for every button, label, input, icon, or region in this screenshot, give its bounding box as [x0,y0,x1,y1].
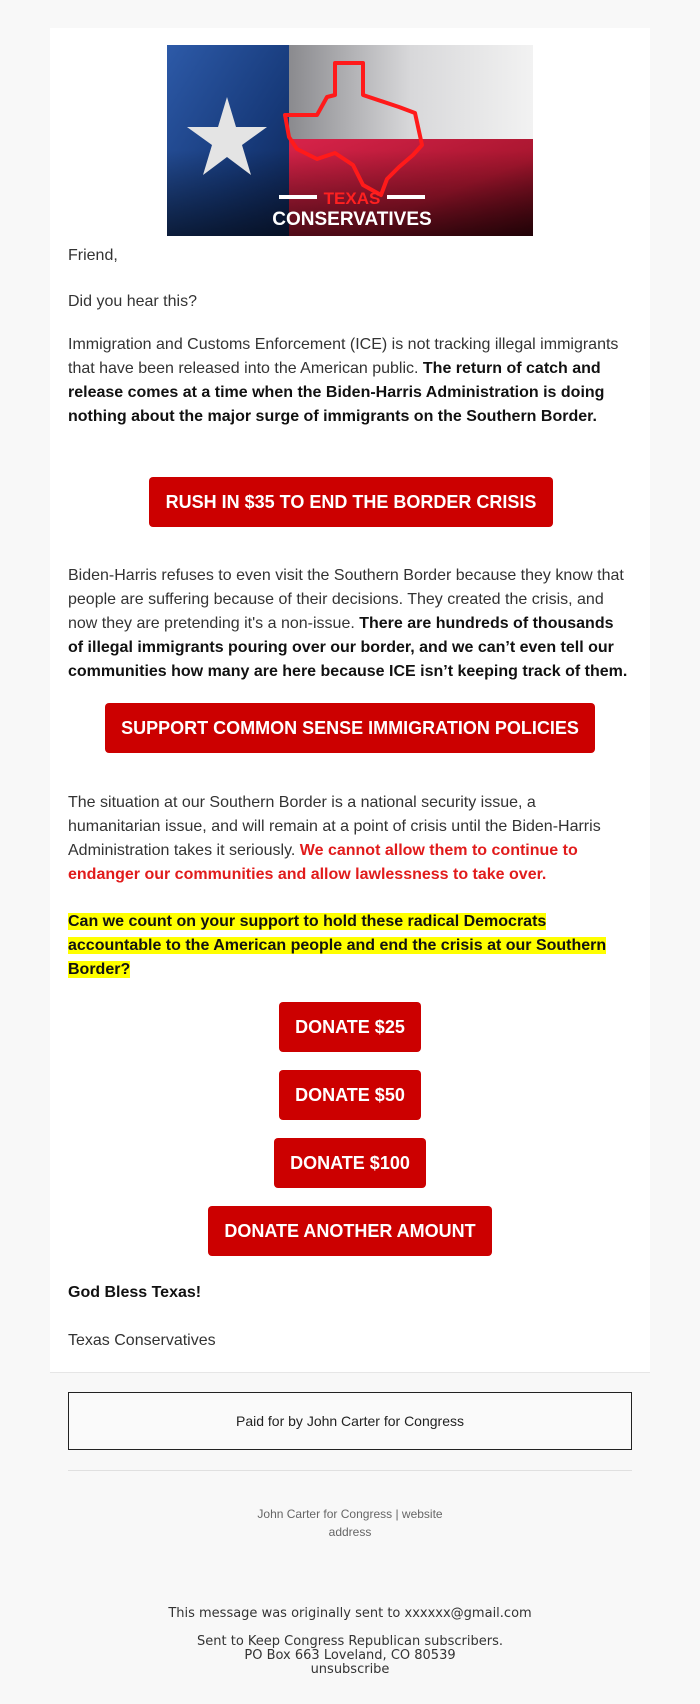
footer-divider-2 [68,1470,632,1471]
greeting: Friend, [68,247,118,264]
p2-bold-text: There are hundreds of thousands of illegal immigrants pouring over our border, and we can’t even tell our communities how many are here because ICE isn’t keeping track of them. [68,615,628,680]
paragraph-3 [68,791,628,887]
donate-100-button[interactable]: DONATE $100 [274,1138,426,1188]
unsubscribe-link[interactable]: unsubscribe [310,1662,390,1677]
org-line [0,1505,700,1523]
org-name[interactable]: John Carter for Congress | website [257,1507,443,1521]
subscribers-line: Sent to Keep Congress Republican subscribers. [197,1634,503,1649]
paragraph-4 [68,910,628,982]
banner-title-bottom: CONSERVATIVES [272,209,432,230]
donate-25-button[interactable]: DONATE $25 [279,1002,421,1052]
texas-conservatives-banner[interactable] [167,45,533,236]
banner-title-top: TEXAS [323,189,381,208]
highlighted-question: Can we count on your support to hold these radical Democrats accountable to the American people and end the crisis at our Southern Border? [68,913,607,978]
p1-bold-text: The return of catch and release comes at a time when the Biden-Harris Administration is doing nothing about the major surge of immigrants on the Southern Border. [68,360,605,425]
p2-text: Biden-Harris refuses to even visit the Southern Border because they know that people are suffering because of their decisions. They created the crisis, and now they are pretending it's a non-issue. [68,567,624,632]
paragraph-2 [68,564,628,684]
p3-red-text: We cannot allow them to continue to endanger our communities and allow lawlessness to take over. [68,842,578,883]
p1-text: Immigration and Customs Enforcement (ICE) is not tracking illegal immigrants that have been released into the American public. [68,336,619,377]
footer-divider [50,1372,650,1373]
paragraph-1 [68,333,628,429]
banner-image [167,45,533,236]
donate-another-amount-button[interactable]: DONATE ANOTHER AMOUNT [208,1206,492,1256]
po-box-line: PO Box 663 Loveland, CO 80539 [244,1648,456,1663]
email-card [50,28,650,1372]
paid-for-text: Paid for by John Carter for Congress [236,1413,464,1429]
sent-to-line: This message was originally sent to xxxxxx@gmail.com [168,1606,532,1621]
signature: Texas Conservatives [68,1332,216,1349]
donate-50-button[interactable]: DONATE $50 [279,1070,421,1120]
rush-donate-button[interactable]: RUSH IN $35 TO END THE BORDER CRISIS [149,477,553,527]
p3-text: The situation at our Southern Border is a national security issue, a humanitarian issue, and will remain at a point of crisis until the Biden-Harris Administration takes it seriously. [68,794,601,859]
closing-line: God Bless Texas! [68,1284,202,1301]
support-policies-button[interactable]: SUPPORT COMMON SENSE IMMIGRATION POLICIES [105,703,595,753]
paid-for-disclaimer [68,1392,632,1450]
org-address: address [328,1525,372,1539]
intro-line: Did you hear this? [68,293,197,310]
